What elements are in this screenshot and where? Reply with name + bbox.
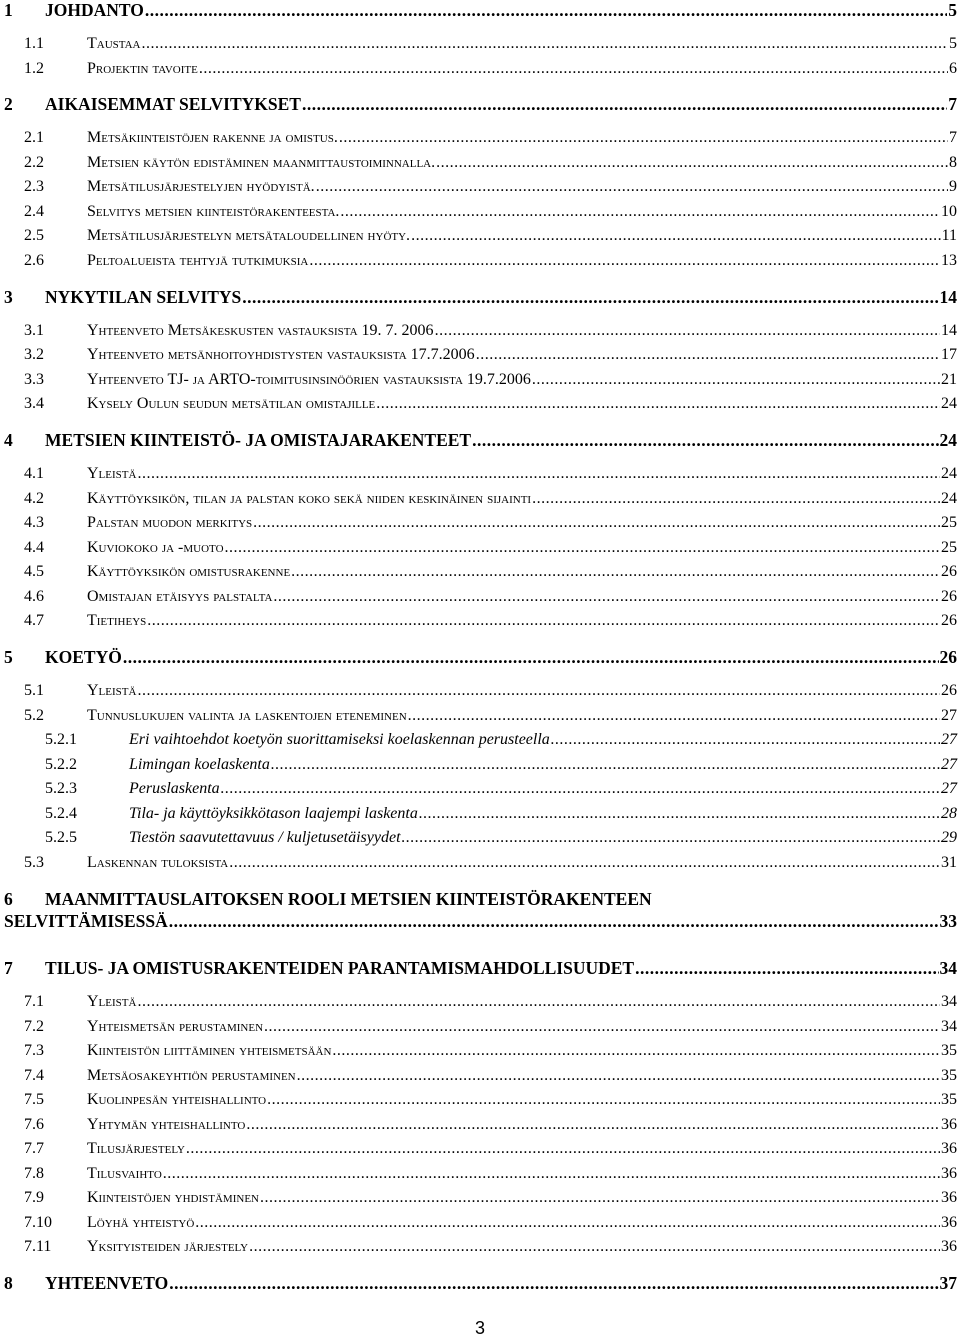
toc-entry-page: 25 xyxy=(941,514,957,531)
toc-entry-page: 26 xyxy=(941,563,957,580)
toc-entry-number: 3.2 xyxy=(24,346,44,363)
toc-entry-level-1[interactable] xyxy=(0,0,957,22)
toc-entry-title: Tiestön saavutettavuus / kuljetusetäisyydet xyxy=(129,829,401,846)
toc-entry-page: 14 xyxy=(939,287,957,307)
toc-leader-dots xyxy=(260,1189,940,1207)
toc-entry-title: Yhteenveto TJ- ja ARTO-toimitusinsinöörien vastauksista 19.7.2006 xyxy=(87,371,531,388)
toc-leader-dots xyxy=(123,647,939,668)
toc-entry-page: 5 xyxy=(949,35,957,52)
toc-entry-page: 27 xyxy=(941,780,957,797)
toc-entry-level-2[interactable] xyxy=(0,1042,957,1064)
toc-entry-number: 1.1 xyxy=(24,35,44,52)
toc-entry-level-2[interactable] xyxy=(0,1067,957,1089)
toc-leader-dots xyxy=(169,911,939,932)
toc-leader-dots xyxy=(229,854,940,872)
toc-entry-title: Omistajan etäisyys palstalta xyxy=(87,588,273,605)
toc-entry-title: YHTEENVETO xyxy=(45,1273,169,1293)
toc-entry-number: 3 xyxy=(4,287,13,307)
toc-entry-page: 34 xyxy=(941,1018,957,1035)
toc-leader-dots xyxy=(476,346,940,364)
toc-entry-page: 24 xyxy=(941,490,957,507)
toc-leader-dots xyxy=(419,805,940,823)
toc-entry-level-3[interactable] xyxy=(0,829,957,851)
toc-entry-page: 26 xyxy=(941,612,957,629)
toc-entry-level-2[interactable] xyxy=(0,252,957,274)
toc-leader-dots xyxy=(195,1214,940,1232)
toc-entry-number: 7.9 xyxy=(24,1189,44,1206)
toc-leader-dots xyxy=(402,829,940,847)
toc-entry-number: 7.2 xyxy=(24,1018,44,1035)
toc-entry-number: 4.5 xyxy=(24,563,44,580)
toc-entry-level-2[interactable] xyxy=(0,539,957,561)
toc-entry-page: 36 xyxy=(941,1116,957,1133)
toc-entry-page: 7 xyxy=(949,129,957,146)
toc-entry-page: 13 xyxy=(941,252,957,269)
toc-leader-dots xyxy=(137,465,940,483)
toc-entry-page: 35 xyxy=(941,1091,957,1108)
toc-entry-number: 3.3 xyxy=(24,371,44,388)
toc-entry-page: 36 xyxy=(941,1165,957,1182)
toc-leader-dots xyxy=(309,252,940,270)
toc-entry-page: 24 xyxy=(941,395,957,412)
toc-entry-level-2[interactable] xyxy=(0,993,957,1015)
toc-entry-level-2[interactable] xyxy=(0,1140,957,1162)
toc-entry-level-3[interactable] xyxy=(0,780,957,802)
toc-entry-page: 27 xyxy=(941,731,957,748)
toc-entry-title: Laskennan tuloksista xyxy=(87,854,229,871)
toc-entry-number: 8 xyxy=(4,1273,13,1293)
toc-entry-level-1[interactable] xyxy=(0,647,957,669)
toc-entry-title-line xyxy=(0,889,957,911)
page-number: 3 xyxy=(474,1318,485,1338)
toc-entry-number: 5.2.2 xyxy=(45,756,77,773)
toc-entry-page: 24 xyxy=(941,465,957,482)
toc-entry-title: Metsätilusjärjestelyn metsätaloudellinen hyöty. xyxy=(87,227,411,244)
toc-leader-dots xyxy=(169,1273,938,1294)
toc-entry-level-2[interactable] xyxy=(0,203,957,225)
toc-entry-number: 5.2.4 xyxy=(45,805,77,822)
toc-entry-title: MAANMITTAUSLAITOKSEN ROOLI METSIEN KIINTEISTÖRAKENTEEN xyxy=(45,889,652,909)
toc-entry-number: 5.2.3 xyxy=(45,780,77,797)
toc-entry-level-2[interactable] xyxy=(0,1116,957,1138)
toc-entry-number: 5.2.5 xyxy=(45,829,77,846)
toc-entry-title: Käyttöyksikön, tilan ja palstan koko sekä niiden keskinäinen sijainti xyxy=(87,490,532,507)
toc-entry-level-2[interactable] xyxy=(0,588,957,610)
toc-entry-title: Projektin tavoite xyxy=(87,60,198,77)
toc-entry-level-2[interactable] xyxy=(0,682,957,704)
toc-entry-number: 2.1 xyxy=(24,129,44,146)
toc-leader-dots xyxy=(163,1165,940,1183)
toc-leader-dots xyxy=(221,780,940,798)
toc-entry-page: 36 xyxy=(941,1214,957,1231)
toc-entry-page: 26 xyxy=(941,588,957,605)
toc-leader-dots xyxy=(186,1140,940,1158)
toc-entry-level-2[interactable] xyxy=(0,1018,957,1040)
toc-entry-title: Tilusjärjestely xyxy=(87,1140,185,1157)
toc-entry-page: 36 xyxy=(941,1238,957,1255)
toc-entry-page: 14 xyxy=(941,322,957,339)
toc-entry-level-2[interactable] xyxy=(0,35,957,57)
toc-entry-level-2[interactable] xyxy=(0,154,957,176)
toc-entry-title: Yksityisteiden järjestely xyxy=(87,1238,249,1255)
toc-entry-number: 4.4 xyxy=(24,539,44,556)
toc-entry-page: 10 xyxy=(941,203,957,220)
toc-entry-page: 37 xyxy=(939,1273,957,1293)
toc-entry-number: 4.6 xyxy=(24,588,44,605)
toc-entry-level-2[interactable] xyxy=(0,707,957,729)
toc-entry-number: 2.4 xyxy=(24,203,44,220)
toc-entry-level-3[interactable] xyxy=(0,805,957,827)
toc-leader-dots xyxy=(264,1018,940,1036)
toc-entry-number: 2.2 xyxy=(24,154,44,171)
toc-leader-dots xyxy=(408,707,940,725)
toc-entry-page: 27 xyxy=(941,707,957,724)
toc-entry-number: 4.1 xyxy=(24,465,44,482)
toc-entry-title: JOHDANTO xyxy=(45,0,144,20)
toc-entry-level-2[interactable] xyxy=(0,395,957,417)
toc-leader-dots xyxy=(147,612,940,630)
toc-entry-page: 33 xyxy=(939,911,957,931)
toc-entry-number: 2.6 xyxy=(24,252,44,269)
toc-entry-title: Limingan koelaskenta xyxy=(129,756,270,773)
toc-entry-title: Peltoalueista tehtyjä tutkimuksia xyxy=(87,252,309,269)
toc-entry-level-2[interactable] xyxy=(0,1091,957,1113)
toc-leader-dots xyxy=(302,94,947,115)
toc-entry-level-2[interactable] xyxy=(0,465,957,487)
toc-entry-number: 1 xyxy=(4,0,13,20)
toc-entry-level-2[interactable] xyxy=(0,129,957,151)
toc-entry-page: 25 xyxy=(941,539,957,556)
toc-entry-page: 7 xyxy=(948,94,957,114)
toc-entry-level-2[interactable] xyxy=(0,1165,957,1187)
toc-entry-level-2[interactable] xyxy=(0,490,957,512)
toc-entry-level-2[interactable] xyxy=(0,1214,957,1236)
toc-entry-page: 35 xyxy=(941,1042,957,1059)
toc-leader-dots xyxy=(411,227,941,245)
toc-entry-number: 5.3 xyxy=(24,854,44,871)
toc-entry-title: SELVITTÄMISESSÄ xyxy=(4,911,168,931)
toc-entry-title: Kuolinpesän yhteishallinto xyxy=(87,1091,267,1108)
toc-entry-title: Yleistä xyxy=(87,682,137,699)
toc-entry-title-line xyxy=(0,911,957,933)
toc-entry-page: 29 xyxy=(941,829,957,846)
toc-entry-page: 27 xyxy=(941,756,957,773)
toc-entry-level-2[interactable] xyxy=(0,1189,957,1211)
toc-entry-title: KOETYÖ xyxy=(45,647,122,667)
toc-leader-dots xyxy=(242,287,938,308)
toc-entry-title: Palstan muodon merkitys xyxy=(87,514,253,531)
toc-leader-dots xyxy=(246,1116,940,1134)
toc-entry-title: Kiinteistöjen yhdistäminen xyxy=(87,1189,259,1206)
toc-leader-dots xyxy=(332,1042,940,1060)
toc-leader-dots xyxy=(225,539,940,557)
toc-entry-title: Kysely Oulun seudun metsätilan omistajille xyxy=(87,395,376,412)
toc-entry-number: 7.3 xyxy=(24,1042,44,1059)
toc-entry-number: 4.7 xyxy=(24,612,44,629)
toc-entry-level-1[interactable] xyxy=(0,958,957,980)
toc-leader-dots xyxy=(273,588,940,606)
toc-entry-title: Yleistä xyxy=(87,993,137,1010)
toc-entry-title: Metsäosakeyhtiön perustaminen xyxy=(87,1067,296,1084)
toc-entry-level-1[interactable] xyxy=(0,889,957,933)
toc-entry-number: 5.1 xyxy=(24,682,44,699)
toc-entry-title: Löyhä yhteistyö xyxy=(87,1214,195,1231)
toc-leader-dots xyxy=(145,0,947,21)
toc-leader-dots xyxy=(142,35,948,53)
toc-entry-title: Yhteenveto metsänhoitoyhdistysten vastauksista 17.7.2006 xyxy=(87,346,475,363)
toc-leader-dots xyxy=(267,1091,940,1109)
toc-entry-title: Kuviokoko ja -muoto xyxy=(87,539,224,556)
toc-entry-page: 21 xyxy=(941,371,957,388)
toc-entry-page: 17 xyxy=(941,346,957,363)
toc-entry-page: 11 xyxy=(941,227,957,244)
toc-entry-title: Metsätilusjärjestelyjen hyödyistä. xyxy=(87,178,315,195)
toc-entry-page: 6 xyxy=(949,60,957,77)
toc-entry-page: 26 xyxy=(939,647,957,667)
toc-entry-title: TILUS- JA OMISTUSRAKENTEIDEN PARANTAMISMAHDOLLISUUDET xyxy=(45,958,635,978)
toc-entry-number: 3.4 xyxy=(24,395,44,412)
toc-entry-level-2[interactable] xyxy=(0,60,957,82)
toc-leader-dots xyxy=(339,129,948,147)
toc-entry-number: 7.8 xyxy=(24,1165,44,1182)
toc-entry-title: Selvitys metsien kiinteistörakenteesta. xyxy=(87,203,340,220)
toc-leader-dots xyxy=(435,322,940,340)
toc-entry-title: Tietiheys xyxy=(87,612,147,629)
toc-entry-title: Peruslaskenta xyxy=(129,780,220,797)
toc-entry-level-1[interactable] xyxy=(0,1273,957,1295)
toc-entry-level-2[interactable] xyxy=(0,371,957,393)
toc-entry-title: Yhteenveto Metsäkeskusten vastauksista 19. 7. 2006 xyxy=(87,322,434,339)
toc-entry-level-2[interactable] xyxy=(0,346,957,368)
toc-entry-level-2[interactable] xyxy=(0,227,957,249)
toc-entry-number: 7.6 xyxy=(24,1116,44,1133)
toc-entry-number: 7.5 xyxy=(24,1091,44,1108)
toc-entry-number: 4 xyxy=(4,430,13,450)
toc-entry-number: 7.4 xyxy=(24,1067,44,1084)
toc-entry-number: 1.2 xyxy=(24,60,44,77)
toc-entry-title: Taustaa xyxy=(87,35,141,52)
toc-entry-page: 24 xyxy=(939,430,957,450)
toc-entry-level-2[interactable] xyxy=(0,322,957,344)
toc-leader-dots xyxy=(271,756,940,774)
toc-entry-number: 7.1 xyxy=(24,993,44,1010)
toc-entry-page: 34 xyxy=(941,993,957,1010)
toc-leader-dots xyxy=(291,563,940,581)
toc-entry-title: Metsäkiinteistöjen rakenne ja omistus. xyxy=(87,129,338,146)
toc-entry-title: Kiinteistön liittäminen yhteismetsään xyxy=(87,1042,332,1059)
toc-leader-dots xyxy=(137,993,940,1011)
toc-entry-title: Eri vaihtoehdot koetyön suorittamiseksi koelaskennan perusteella xyxy=(129,731,550,748)
toc-entry-page: 8 xyxy=(949,154,957,171)
toc-entry-title: Yleistä xyxy=(87,465,137,482)
toc-entry-title: METSIEN KIINTEISTÖ- JA OMISTAJARAKENTEET xyxy=(45,430,472,450)
toc-entry-title: Yhteismetsän perustaminen xyxy=(87,1018,264,1035)
toc-entry-level-1[interactable] xyxy=(0,430,957,452)
toc-entry-number: 2.3 xyxy=(24,178,44,195)
toc-leader-dots xyxy=(635,958,938,979)
toc-entry-number: 5.2.1 xyxy=(45,731,77,748)
toc-leader-dots xyxy=(340,203,940,221)
toc-entry-page: 31 xyxy=(941,854,957,871)
toc-entry-title: NYKYTILAN SELVITYS xyxy=(45,287,242,307)
toc-entry-page: 26 xyxy=(941,682,957,699)
toc-leader-dots xyxy=(472,430,938,451)
toc-entry-title: Käyttöyksikön omistusrakenne xyxy=(87,563,291,580)
toc-entry-level-2[interactable] xyxy=(0,563,957,585)
toc-entry-title: AIKAISEMMAT SELVITYKSET xyxy=(45,94,301,114)
toc-entry-number: 3.1 xyxy=(24,322,44,339)
toc-leader-dots xyxy=(137,682,940,700)
toc-leader-dots xyxy=(249,1238,940,1256)
toc-leader-dots xyxy=(532,490,940,508)
toc-entry-level-1[interactable] xyxy=(0,94,957,116)
toc-entry-page: 5 xyxy=(948,0,957,20)
toc-entry-number: 7.7 xyxy=(24,1140,44,1157)
toc-entry-number: 5 xyxy=(4,647,13,667)
toc-leader-dots xyxy=(376,395,940,413)
toc-entry-number: 4.2 xyxy=(24,490,44,507)
toc-entry-number: 2 xyxy=(4,94,13,114)
toc-entry-number: 7.10 xyxy=(24,1214,52,1231)
toc-entry-number: 7 xyxy=(4,958,13,978)
toc-entry-title: Metsien käytön edistäminen maanmittaustoiminnalla. xyxy=(87,154,436,171)
toc-leader-dots xyxy=(253,514,940,532)
toc-entry-level-3[interactable] xyxy=(0,731,957,753)
toc-entry-number: 5.2 xyxy=(24,707,44,724)
toc-entry-page: 35 xyxy=(941,1067,957,1084)
toc-entry-page: 36 xyxy=(941,1140,957,1157)
toc-entry-page: 34 xyxy=(939,958,957,978)
toc-entry-level-2[interactable] xyxy=(0,178,957,200)
toc-entry-page: 28 xyxy=(941,805,957,822)
toc-entry-level-2[interactable] xyxy=(0,612,957,634)
toc-entry-title: Tunnuslukujen valinta ja laskentojen eteneminen xyxy=(87,707,407,724)
toc-entry-level-3[interactable] xyxy=(0,756,957,778)
toc-entry-page: 9 xyxy=(949,178,957,195)
toc-entry-number: 6 xyxy=(4,889,13,909)
toc-entry-level-2[interactable] xyxy=(0,854,957,876)
toc-entry-title: Tila- ja käyttöyksikkötason laajempi laskenta xyxy=(129,805,418,822)
toc-leader-dots xyxy=(551,731,940,749)
toc-leader-dots xyxy=(532,371,940,389)
toc-leader-dots xyxy=(436,154,948,172)
toc-entry-number: 2.5 xyxy=(24,227,44,244)
toc-entry-number: 7.11 xyxy=(24,1238,52,1255)
toc-entry-page: 36 xyxy=(941,1189,957,1206)
toc-leader-dots xyxy=(316,178,948,196)
toc-entry-title: Yhtymän yhteishallinto xyxy=(87,1116,246,1133)
toc-entry-level-2[interactable] xyxy=(0,514,957,536)
toc-entry-title: Tilusvaihto xyxy=(87,1165,162,1182)
toc-entry-number: 4.3 xyxy=(24,514,44,531)
toc-leader-dots xyxy=(297,1067,940,1085)
toc-entry-level-2[interactable] xyxy=(0,1238,957,1260)
toc-entry-level-1[interactable] xyxy=(0,287,957,309)
toc-leader-dots xyxy=(199,60,948,78)
